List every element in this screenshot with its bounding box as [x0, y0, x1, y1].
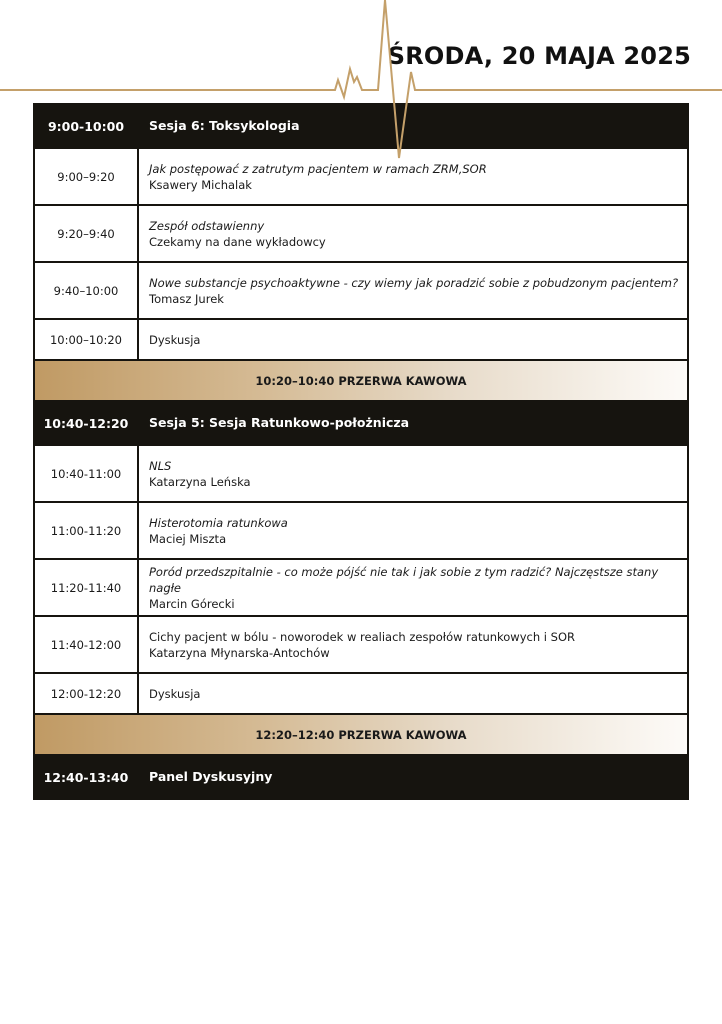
talk-speaker: Tomasz Jurek: [149, 291, 224, 306]
talk-cell: [138, 262, 688, 319]
talk-topic: Cichy pacjent w bólu - noworodek w realiach zespołów ratunkowych i SOR: [149, 629, 575, 644]
talk-speaker: Maciej Miszta: [149, 531, 227, 546]
talk-topic: Nowe substancje psychoaktywne - czy wiemy jak poradzić sobie z pobudzonym pacjentem?: [149, 275, 679, 290]
talk-time: 11:40-12:00: [34, 616, 138, 673]
talk-speaker: Katarzyna Młynarska-Antochów: [149, 645, 330, 660]
table-row: [34, 262, 688, 319]
session-title: Panel Dyskusyjny: [138, 755, 688, 799]
coffee-break-label: 10:20–10:40 PRZERWA KAWOWA: [34, 360, 688, 401]
table-row: [34, 673, 688, 714]
talk-speaker: Katarzyna Leńska: [149, 474, 251, 489]
table-row: [34, 445, 688, 502]
session-header-row: [34, 401, 688, 445]
talk-speaker: Czekamy na dane wykładowcy: [149, 234, 326, 249]
talk-time: 9:40–10:00: [34, 262, 138, 319]
talk-time: 9:20–9:40: [34, 205, 138, 262]
talk-time: 10:40-11:00: [34, 445, 138, 502]
talk-cell: [138, 502, 688, 559]
talk-time: 9:00–9:20: [34, 148, 138, 205]
session-time: 10:40-12:20: [34, 401, 138, 445]
coffee-break-row: [34, 714, 688, 755]
table-row: [34, 502, 688, 559]
talk-time: 12:00-12:20: [34, 673, 138, 714]
talk-topic: Jak postępować z zatrutym pacjentem w ramach ZRM,SOR: [149, 161, 487, 176]
session-title: Sesja 5: Sesja Ratunkowo-położnicza: [138, 401, 688, 445]
page-title: ŚRODA, 20 MAJA 2025: [387, 42, 691, 70]
talk-cell: [138, 445, 688, 502]
talk-time: 10:00–10:20: [34, 319, 138, 360]
talk-topic: NLS: [149, 458, 172, 473]
session-time: 9:00-10:00: [34, 104, 138, 148]
talk-topic: Poród przedszpitalnie - co może pójść nie tak i jak sobie z tym radzić? Najczęstsze stany nagłe: [149, 564, 659, 595]
talk-topic: Zespół odstawienny: [149, 218, 265, 233]
schedule-table: [33, 103, 689, 800]
coffee-break-label: 12:20–12:40 PRZERWA KAWOWA: [34, 714, 688, 755]
table-row: [34, 616, 688, 673]
coffee-break-row: [34, 360, 688, 401]
talk-speaker: Marcin Górecki: [149, 596, 235, 611]
discussion-label: Dyskusja: [138, 673, 688, 714]
session-title: Sesja 6: Toksykologia: [138, 104, 688, 148]
table-row: [34, 319, 688, 360]
table-row: [34, 559, 688, 616]
talk-cell: [138, 616, 688, 673]
talk-time: 11:00-11:20: [34, 502, 138, 559]
talk-cell: [138, 205, 688, 262]
talk-cell: [138, 559, 688, 616]
discussion-label: Dyskusja: [138, 319, 688, 360]
talk-cell: [138, 148, 688, 205]
talk-topic: Histerotomia ratunkowa: [149, 515, 288, 530]
session-time: 12:40-13:40: [34, 755, 138, 799]
table-row: [34, 205, 688, 262]
session-header-row: [34, 104, 688, 148]
table-row: [34, 148, 688, 205]
talk-time: 11:20-11:40: [34, 559, 138, 616]
panel-row: [34, 755, 688, 799]
talk-speaker: Ksawery Michalak: [149, 177, 252, 192]
